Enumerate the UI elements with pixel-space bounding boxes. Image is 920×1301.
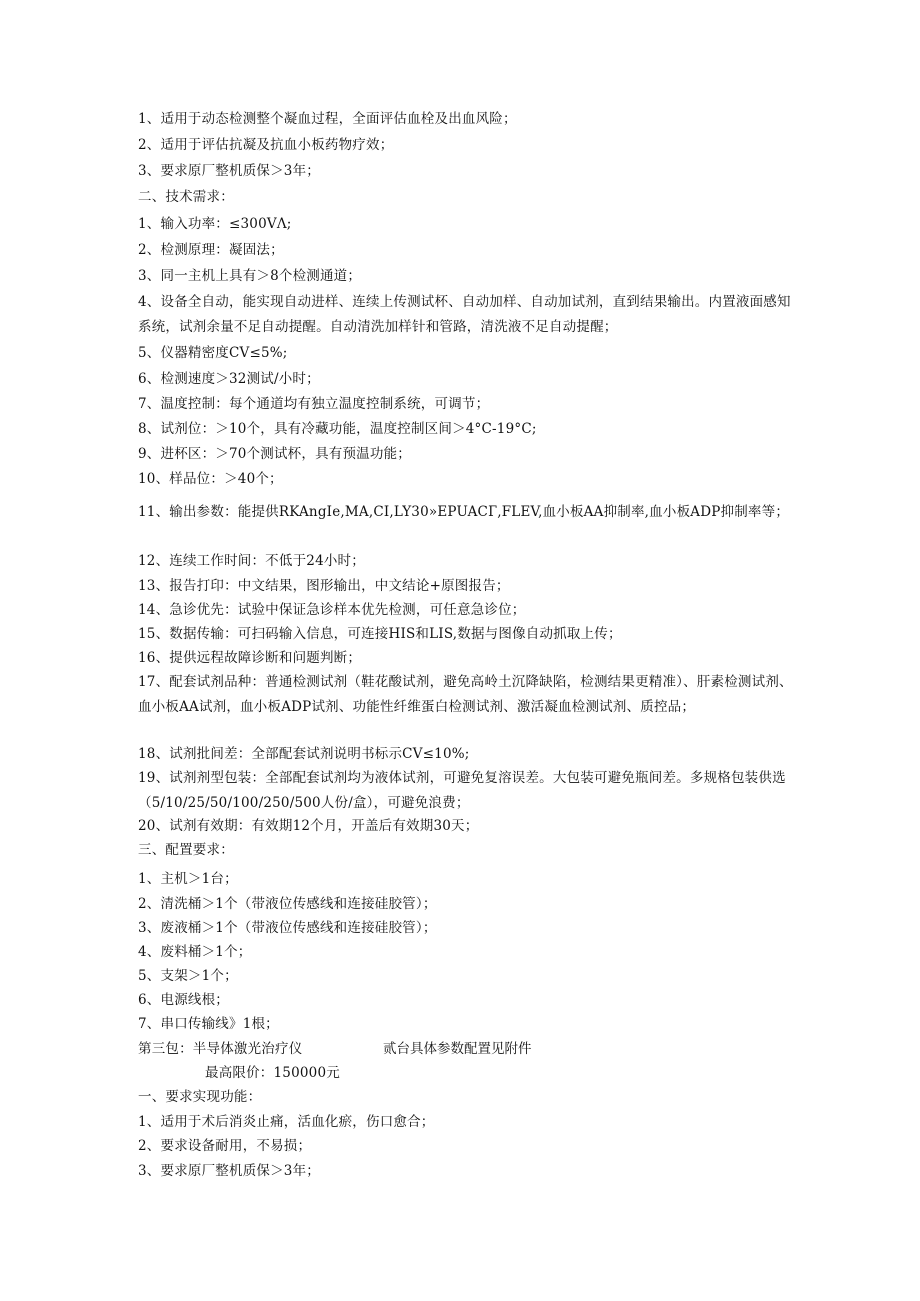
tech-item-6: 6、检测速度＞32测试/小时； <box>138 371 320 387</box>
package-price: 最高限价：150000元 <box>205 1065 340 1081</box>
tech-item-9: 9、进杯区：＞70个测试杯，具有预温功能； <box>138 446 411 462</box>
laser-function-item-2: 2、要求设备耐用，不易损； <box>138 1138 312 1154</box>
package-note: 贰台具体参数配置见附件 <box>383 1041 532 1057</box>
config-item-6: 6、电源线根； <box>138 992 229 1008</box>
tech-requirements-heading: 二、技术需求： <box>138 189 234 205</box>
config-item-7: 7、串口传输线》1根； <box>138 1016 279 1032</box>
package-title: 第三包：半导体激光治疗仪 <box>138 1041 303 1057</box>
tech-item-1: 1、输入功率：≤300VΛ; <box>138 216 292 232</box>
function-item-1: 1、适用于动态检测整个凝血过程，全面评估血栓及出血风险； <box>138 111 517 127</box>
tech-item-4: 4、设备全自动，能实现自动进样、连续上传测试杯、自动加样、自动加试剂，直到结果输出。内置液面感知系统，试剂余量不足自动提醒。自动清洗加样针和管路，清洗液不足自动提醒； <box>138 294 791 335</box>
tech-item-15: 15、数据传输：可扫码输入信息，可连接HIS和LIS,数据与图像自动抓取上传； <box>138 626 622 642</box>
tech-item-10: 10、样品位：＞40个； <box>138 471 283 487</box>
tech-item-8: 8、试剂位：＞10个，具有冷藏功能，温度控制区间＞4°C-19°C; <box>138 421 537 437</box>
laser-function-item-1: 1、适用于术后消炎止痛，活血化瘀，伤口愈合； <box>138 1114 435 1130</box>
tech-item-12: 12、连续工作时间：不低于24小时； <box>138 553 365 569</box>
tech-item-3: 3、同一主机上具有＞8个检测通道； <box>138 268 362 284</box>
laser-function-item-3: 3、要求原厂整机质保＞3年； <box>138 1163 320 1179</box>
tech-item-5: 5、仪器精密度CV≤5%; <box>138 345 288 361</box>
function-item-3: 3、要求原厂整机质保＞3年； <box>138 163 320 179</box>
tech-item-17: 17、配套试剂品种：普通检测试剂（鞋花酸试剂，避免高岭土沉降缺陷，检测结果更精准）、肝素检测试剂、血小板AA试剂，血小板ADP试剂、功能性纤维蛋白检测试剂、激活凝血检测试剂、质控品； <box>138 674 793 715</box>
tech-item-20: 20、试剂有效期：有效期12个月，开盖后有效期30天； <box>138 818 479 834</box>
tech-item-14: 14、急诊优先：试验中保证急诊样本优先检测，可任意急诊位； <box>138 602 526 618</box>
function-item-2: 2、适用于评估抗凝及抗血小板药物疗效； <box>138 137 394 153</box>
config-item-4: 4、废料桶＞1个； <box>138 944 252 960</box>
tech-item-13: 13、报告打印：中文结果，图形输出，中文结论+原图报告； <box>138 578 510 594</box>
config-item-1: 1、主机＞1台； <box>138 871 238 887</box>
config-item-2: 2、清洗桶＞1个（带液位传感线和连接硅胶管）； <box>138 896 437 912</box>
config-requirements-heading: 三、配置要求： <box>138 842 234 858</box>
tech-item-11: 11、输出参数：能提供RKAngIe,MA,CI,LY30»EPUACГ,FLEV,血小板AA抑制率,血小板ADP抑制率等； <box>138 504 790 520</box>
tech-item-7: 7、温度控制：每个通道均有独立温度控制系统，可调节； <box>138 396 490 412</box>
tech-item-16: 16、提供远程故障诊断和问题判断； <box>138 650 362 666</box>
config-item-5: 5、支架＞1个； <box>138 968 238 984</box>
tech-item-19: 19、试剂剂型包装：全部配套试剂均为液体试剂，可避免复溶误差。大包装可避免瓶间差。多规格包装供选（5/10/25/50/100/250/500人份/盒），可避免浪费； <box>138 770 786 811</box>
config-item-3: 3、废液桶＞1个（带液位传感线和连接硅胶管）； <box>138 920 437 936</box>
tech-item-2: 2、检测原理：凝固法； <box>138 242 284 258</box>
function-requirements-heading: 一、要求实现功能： <box>138 1089 262 1105</box>
tech-item-18: 18、试剂批间差：全部配套试剂说明书标示CV≤10%; <box>138 746 470 762</box>
